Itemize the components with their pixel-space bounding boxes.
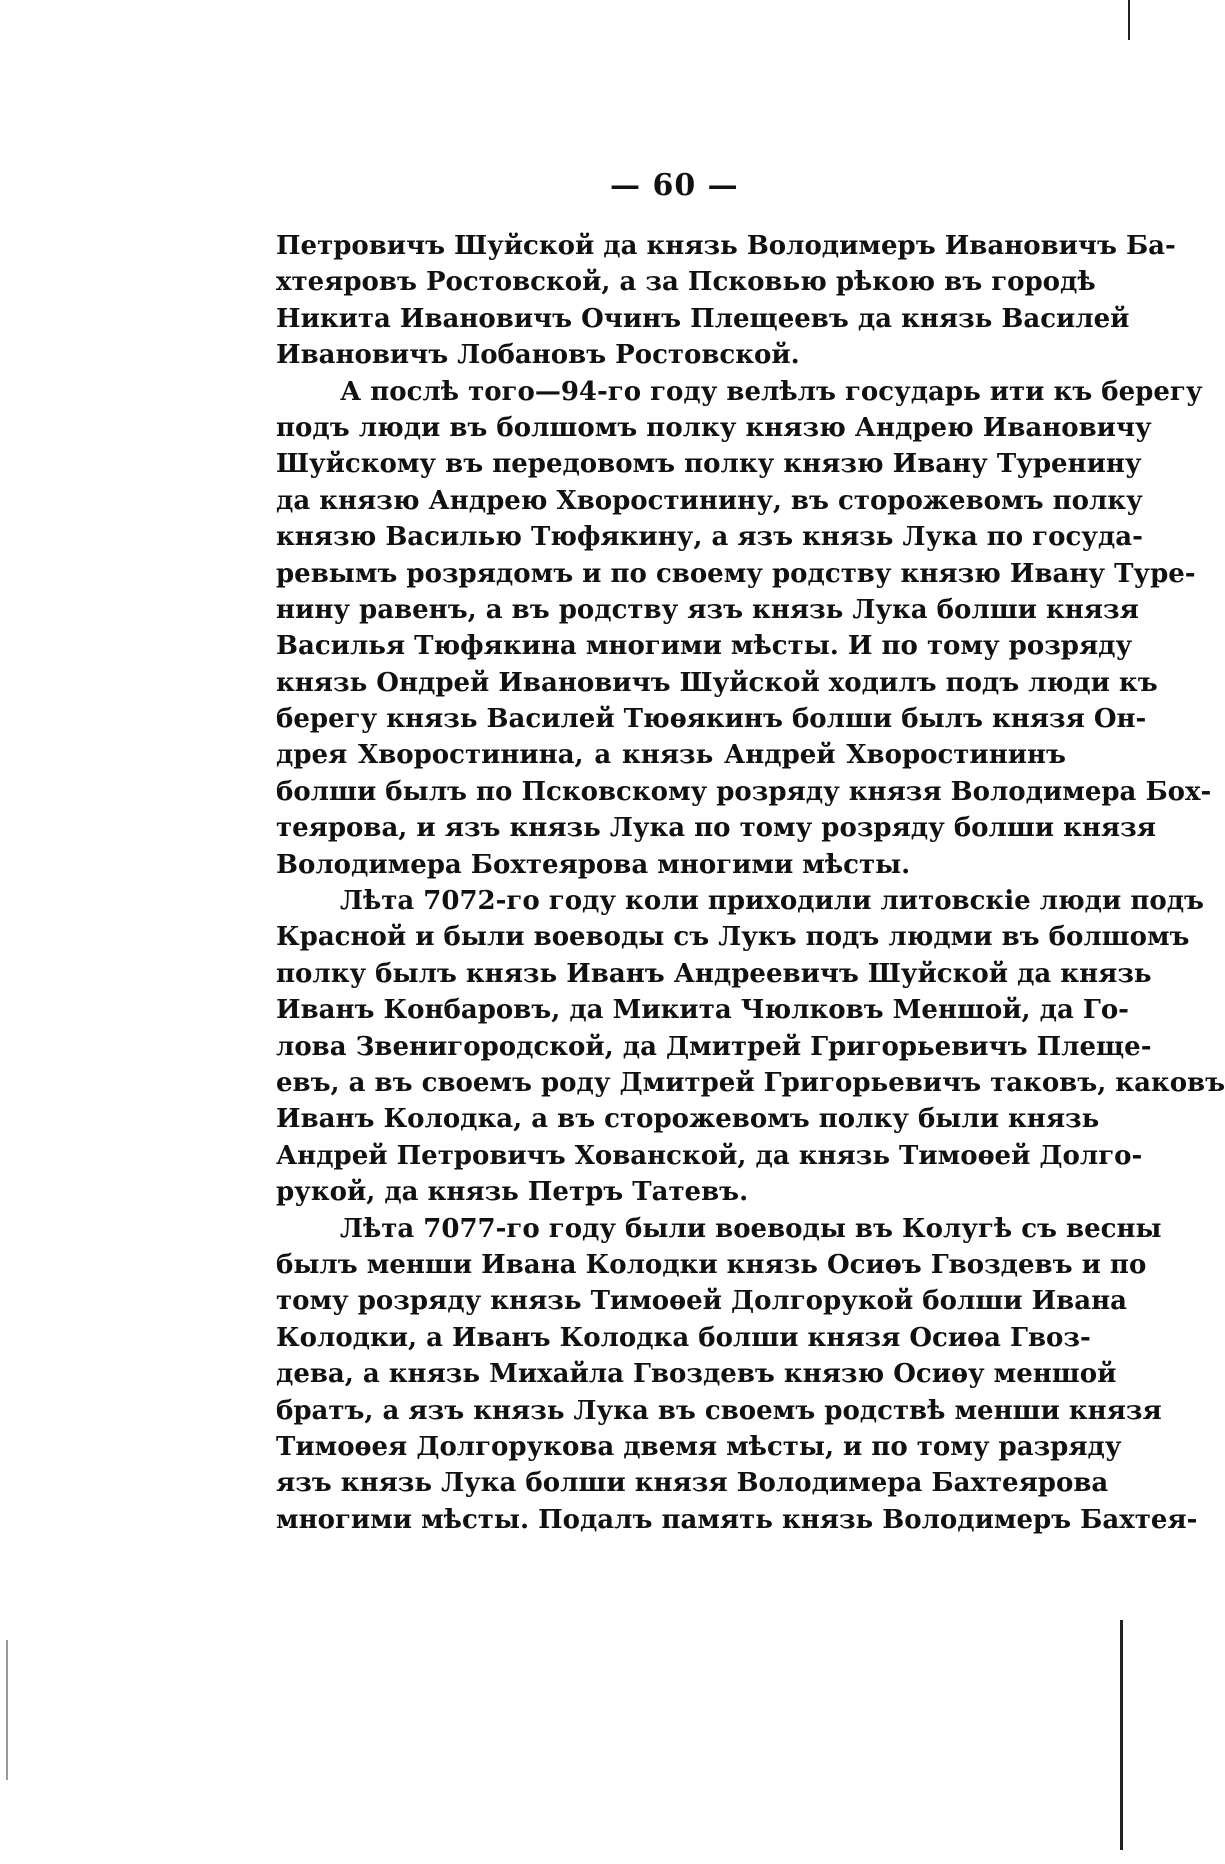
paragraph-start-line: А послѣ того—94-го году велѣлъ государь ити къ берегу: [340, 376, 1203, 407]
text-line: рукой, да князь Петръ Татевъ.: [276, 1177, 749, 1208]
scan-edge-mark-left: [6, 1640, 8, 1780]
text-line: Никита Ивановичъ Очинъ Плещеевъ да князь Василей: [276, 303, 1130, 334]
text-line: дева, а князь Михайла Гвоздевъ князю Осиѳу меншой: [276, 1359, 1117, 1390]
text-line: нину равенъ, а въ родству язъ князь Лука болши князя: [276, 594, 1139, 625]
text-line: лова Звенигородской, да Дмитрей Григорьевичъ Плеще-: [276, 1031, 1152, 1062]
text-line: ревымъ розрядомъ и по своему родству князю Ивану Туре-: [276, 558, 1196, 589]
body-text: [276, 228, 1225, 1538]
text-line: евъ, а въ своемъ роду Дмитрей Григорьевичъ таковъ, каковъ: [276, 1067, 1225, 1098]
text-line: Шуйскому въ передовомъ полку князю Ивану Туренину: [276, 449, 1142, 480]
text-line: хтеяровъ Ростовской, а за Псковью рѣкою въ городѣ: [276, 267, 1096, 298]
text-line: Андрей Петровичъ Хованской, да князь Тимоѳей Долго-: [276, 1140, 1143, 1171]
text-line: да князю Андрею Хворостинину, въ сторожевомъ полку: [276, 485, 1143, 516]
text-line: берегу князь Василей Тюѳякинъ болши былъ князя Он-: [276, 704, 1147, 735]
text-line: Ивановичъ Лобановъ Ростовской.: [276, 340, 800, 371]
text-line: былъ менши Ивана Колодки князь Осиѳъ Гвоздевъ и по: [276, 1249, 1147, 1280]
text-line: болши былъ по Псковскому розряду князя Володимера Бох-: [276, 776, 1212, 807]
text-line: Тимоѳея Долгорукова двемя мѣсты, и по тому разряду: [276, 1431, 1122, 1462]
text-line: Колодки, а Иванъ Колодка болши князя Осиѳа Гвоз-: [276, 1322, 1091, 1353]
text-line: дрея Хворостинина, а князь Андрей Хворостининъ: [276, 740, 1066, 771]
text-line: подъ люди въ болшомъ полку князю Андрею Ивановичу: [276, 412, 1152, 443]
text-line: князь Ондрей Ивановичъ Шуйской ходилъ подъ люди къ: [276, 667, 1158, 698]
text-line: полку былъ князь Иванъ Андреевичъ Шуйской да князь: [276, 958, 1152, 989]
text-line: Василья Тюфякина многими мѣсты. И по тому розряду: [276, 631, 1133, 662]
text-line: Володимера Бохтеярова многими мѣсты.: [276, 849, 911, 880]
text-line: Петровичъ Шуйской да князь Володимеръ Ивановичъ Ба-: [276, 231, 1176, 261]
text-line: князю Василью Тюфякину, а язъ князь Лука по госуда-: [276, 522, 1143, 553]
text-line: многими мѣсты. Подалъ память князь Володимеръ Бахтея-: [276, 1504, 1198, 1535]
text-line: язъ князь Лука болши князя Володимера Бахтеярова: [276, 1468, 1109, 1499]
text-line: теярова, и язъ князь Лука по тому розряду болши князя: [276, 813, 1156, 844]
text-line: Иванъ Конбаровъ, да Микита Чюлковъ Меншой, да Го-: [276, 995, 1129, 1026]
text-line: тому розряду князь Тимоѳей Долгорукой болши Ивана: [276, 1286, 1127, 1317]
paragraph-start-line: Лѣта 7077-го году были воеводы въ Колугѣ съ весны: [340, 1213, 1162, 1244]
paragraph-start-line: Лѣта 7072-го году коли приходили литовскіе люди подъ: [340, 886, 1204, 917]
text-line: братъ, а язъ князь Лука въ своемъ родствѣ менши князя: [276, 1395, 1162, 1426]
text-line: Иванъ Колодка, а въ сторожевомъ полку были князь: [276, 1104, 1100, 1135]
scan-edge-mark-top-right: [1128, 0, 1130, 40]
text-line: Красной и были воеводы съ Лукъ подъ людми въ болшомъ: [276, 922, 1190, 953]
page-number: — 60 —: [610, 168, 739, 203]
scan-edge-mark-right: [1120, 1620, 1123, 1850]
